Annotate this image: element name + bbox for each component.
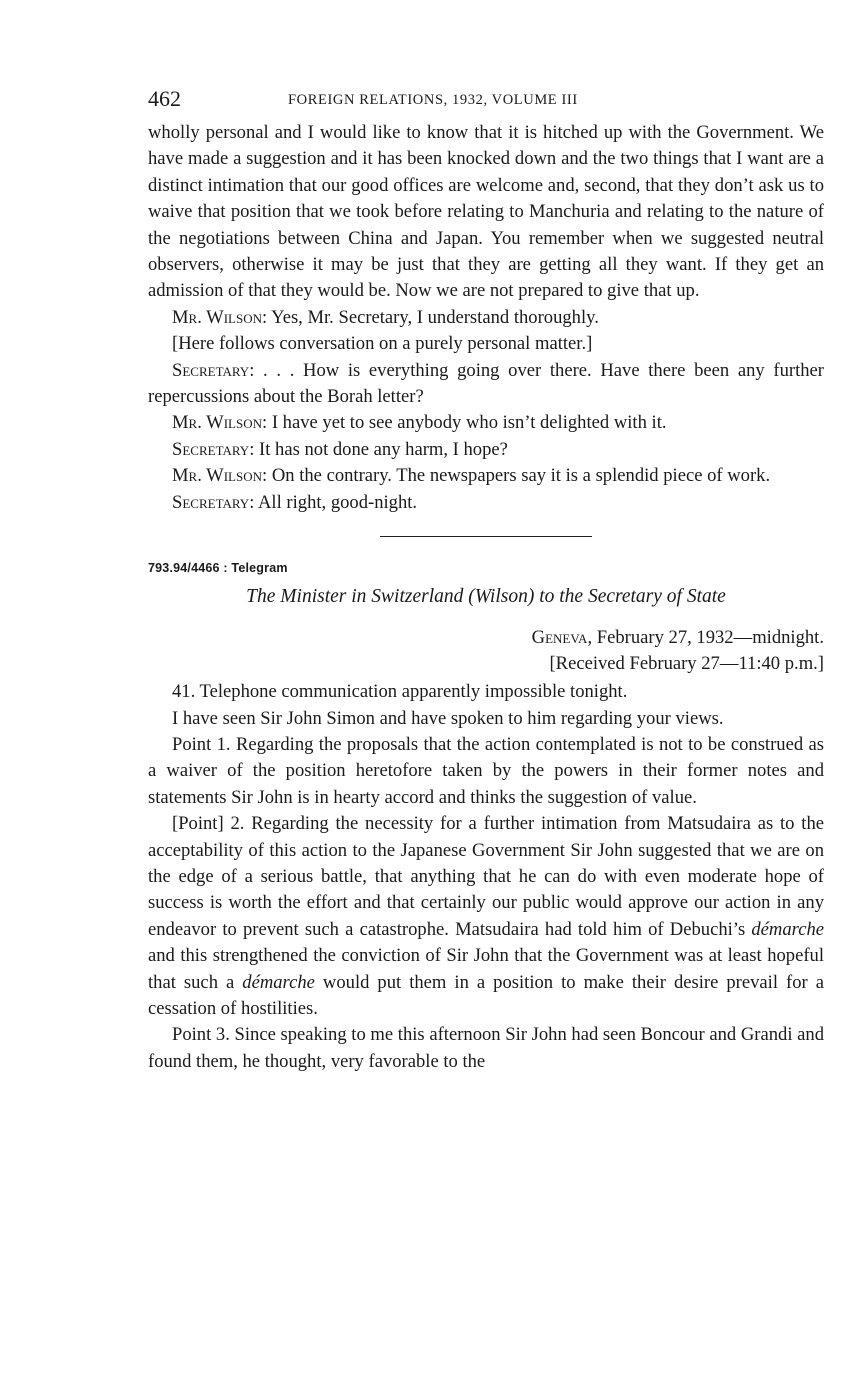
transcript-line: Mr. Wilson: On the contrary. The newspapers say it is a splendid piece of work. [172, 465, 771, 487]
document-title: The Minister in Switzerland (Wilson) to the Secretary of State [246, 586, 726, 608]
speech-text: On the contrary. The newspapers say it is a splendid piece of work. [271, 465, 771, 487]
paragraph-text: [Point] 2. Regarding the necessity for a further intimation from Matsudaira as to the acceptability of this action to the Japanese Government Sir John suggested that we are on the edge of a serious battle, that anything that he can do with even moderate hope of success is worth the effort and that certainly our public would approve our action in any endeavor to prevent such a catastrophe. Matsudaira had told him of Debuchi’s [148, 813, 824, 940]
italic-term: démarche [242, 971, 315, 993]
speech-text: . . . How is everything going over there. Have there been any further repercussions about the Borah letter? [148, 359, 824, 408]
speech-text: All right, good-night. [258, 491, 418, 513]
running-title: FOREIGN RELATIONS, 1932, VOLUME III [288, 92, 578, 108]
speaker-label: Mr. Wilson [172, 465, 262, 487]
dateline [148, 625, 824, 651]
telegram-paragraph: 41. Telephone communication apparently impossible tonight. [172, 681, 628, 703]
speech-text: I have yet to see anybody who isn’t delighted with it. [271, 412, 667, 434]
section-divider [380, 536, 592, 537]
telegram-paragraph: Point 1. Regarding the proposals that the action contemplated is not to be construed as a waiver of the position heretofore taken by the powers in their former notes and statements Sir John is in hearty accord and thinks the suggestion of value. [148, 733, 824, 808]
telegram-paragraph: I have seen Sir John Simon and have spoken to him regarding your views. [172, 707, 724, 729]
telegram-paragraph [148, 811, 824, 1022]
telegram-paragraph: Point 3. Since speaking to me this afternoon Sir John had seen Boncour and Grandi and found them, he thought, very favorable to the [148, 1024, 824, 1072]
transcript-note: [Here follows conversation on a purely personal matter.] [172, 333, 593, 355]
file-reference: 793.94/4466 : Telegram [148, 561, 288, 576]
paragraph-text: and this strengthened the conviction of Sir John that the Government was at least hopeful that such a [148, 945, 824, 993]
speaker-label: Secretary [172, 491, 250, 513]
transcript-line: Secretary: All right, good-night. [172, 491, 418, 513]
speaker-label: Mr. Wilson [172, 306, 262, 328]
dateline-date: , February 27, 1932—midnight. [587, 627, 824, 649]
dateline-place: Geneva [531, 627, 588, 649]
received-note: [Received February 27—11:40 p.m.] [549, 653, 824, 675]
transcript-line: Secretary: . . . How is everything going over there. Have there been any further repercussions about the Borah letter? [148, 359, 824, 408]
transcript-line: Mr. Wilson: I have yet to see anybody who isn’t delighted with it. [172, 412, 667, 434]
speaker-label: Mr. Wilson [172, 412, 262, 434]
transcript-line: Mr. Wilson: Yes, Mr. Secretary, I understand thoroughly. [172, 306, 599, 328]
page-header [148, 86, 824, 120]
italic-term: démarche [751, 918, 824, 940]
speech-text: It has not done any harm, I hope? [259, 438, 508, 460]
speaker-label: Secretary [172, 359, 250, 381]
paragraph-text: would put them in a position to make their desire prevail for a cessation of hostilities. [148, 971, 824, 1019]
document-page [148, 86, 824, 1075]
page-number: 462 [148, 86, 181, 111]
speech-text: Yes, Mr. Secretary, I understand thoroughly. [271, 306, 599, 328]
transcript-continuation: wholly personal and I would like to know that it is hitched up with the Government. We have made a suggestion and it has been knocked down and the two things that I want are a distinct intimation that our good offices are welcome and, second, that they don’t ask us to waive that position that we took before relating to Manchuria and relating to the nature of the negotiations between China and Japan. You remember when we suggested neutral observers, otherwise it may be just that they are getting all they want. If they get an admission of that they would be. Now we are not prepared to give that up. [148, 122, 824, 302]
transcript-line: Secretary: It has not done any harm, I hope? [172, 438, 508, 460]
speaker-label: Secretary [172, 438, 250, 460]
